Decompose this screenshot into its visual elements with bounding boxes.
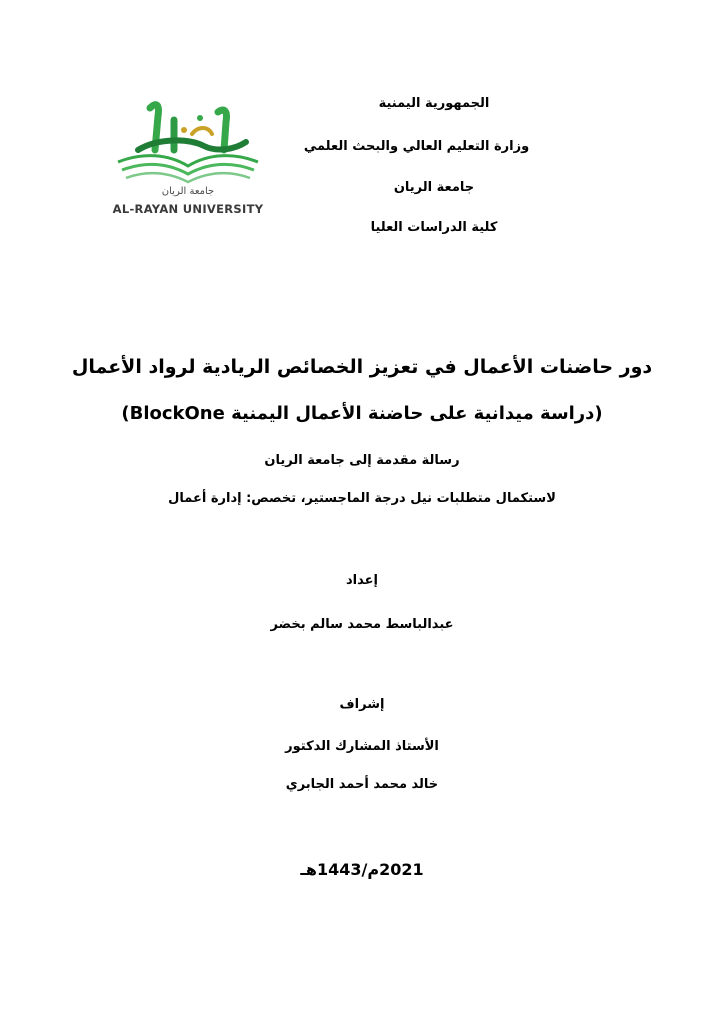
supervisor-title: الأستاذ المشارك الدكتور bbox=[285, 739, 439, 754]
thesis-title: دور حاضنات الأعمال في تعزيز الخصائص الريادية لرواد الأعمال bbox=[71, 356, 653, 378]
supervisor-name: خالد محمد أحمد الجابري bbox=[285, 777, 439, 792]
thesis-date: 2021م/1443هـ bbox=[300, 860, 424, 879]
prepared-by-label: إعداد bbox=[346, 573, 378, 588]
header-university: جامعة الريان bbox=[393, 180, 475, 195]
header-ministry: وزارة التعليم العالي والبحث العلمي bbox=[303, 139, 530, 154]
submission-statement: رسالة مقدمة إلى جامعة الريان bbox=[264, 453, 460, 468]
header-college: كلية الدراسات العليا bbox=[370, 220, 498, 235]
university-logo bbox=[108, 94, 268, 226]
supervision-label: إشراف bbox=[339, 697, 385, 712]
logo-english-name: AL-RAYAN UNIVERSITY bbox=[112, 202, 264, 216]
thesis-subtitle: (دراسة ميدانية على حاضنة الأعمال اليمنية BlockOne) bbox=[121, 403, 603, 424]
logo-arabic-name: جامعة الريان bbox=[161, 186, 215, 197]
author-name: عبدالباسط محمد سالم بخضر bbox=[270, 617, 454, 632]
header-country: الجمهورية اليمنية bbox=[378, 96, 490, 111]
degree-requirement: لاستكمال متطلبات نيل درجة الماجستير، تخصص: إدارة أعمال bbox=[168, 491, 556, 506]
